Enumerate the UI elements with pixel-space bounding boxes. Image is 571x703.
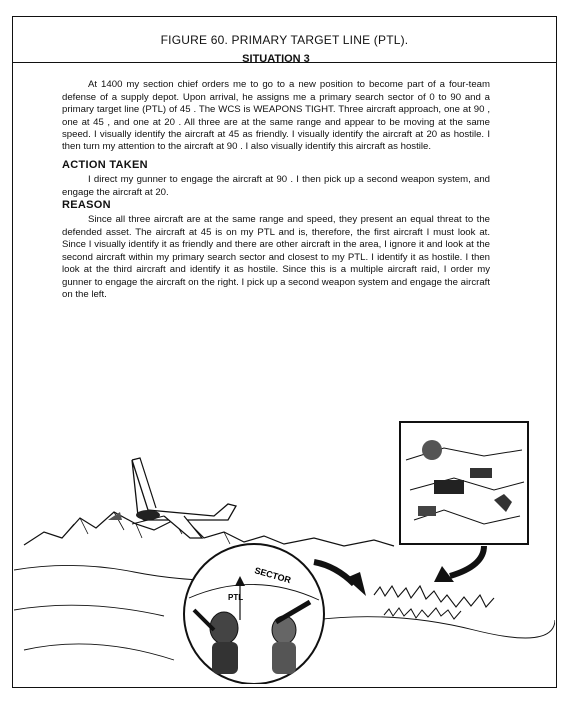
sector-circle-inset — [184, 544, 324, 684]
situation-title: SITUATION 3 — [242, 53, 310, 65]
reason-heading: REASON — [62, 199, 111, 212]
reason-paragraph: Since all three aircraft are at the same range and speed, they present an equal threat to the defended asset. The aircraft at 45 is on my PTL and is, therefore, the first aircraft I must look at. Since I visually identify it as friendly and there are other aircraft in the area, I ignore it and look at the second aircraft within my primary search sector and closest to my PTL. I identify it as hostile. I then look at the third aircraft and identify it as hostile. Since this is a multiple aircraft raid, I order my gunner to engage the aircraft on the right. I pick up a second weapon system and engage the aircraft on the left. — [62, 214, 490, 300]
action-heading: ACTION TAKEN — [62, 158, 148, 171]
aircraft-icon — [108, 458, 236, 538]
figure-body — [62, 53, 490, 301]
situation-paragraph: At 1400 my section chief orders me to go to a new position to become part of a four-team defense of a supply depot. Upon arrival, he assigns me a primary search sector of 0 to 90 and a primary target line (PTL) of 45 . The WCS is WEAPONS TIGHT. Three aircraft approach, one at 90 , one at 45 , and one at 20 . All three are at the same range and appear to be moving at the same speed. I visually identify the aircraft at 45 as friendly. I visually identify the aircraft at 20 as hostile. I then turn my attention to the aircraft at 90 . I also visually identify this aircraft as hostile. — [62, 79, 490, 153]
battlefield-illustration — [14, 420, 555, 684]
inset-arrow — [450, 546, 484, 576]
figure-caption: FIGURE 60. PRIMARY TARGET LINE (PTL). — [13, 17, 556, 63]
illustration-svg — [14, 420, 555, 684]
sector-label: SECTOR — [253, 565, 293, 586]
ptl-label: PTL — [228, 593, 244, 602]
action-paragraph: I direct my gunner to engage the aircraft at 90 . I then pick up a second weapon system, and engage the aircraft at 20. — [62, 174, 490, 198]
supply-depot-inset — [400, 422, 528, 544]
sector-arrow — [314, 562, 354, 584]
foreground-scrub — [374, 586, 494, 607]
